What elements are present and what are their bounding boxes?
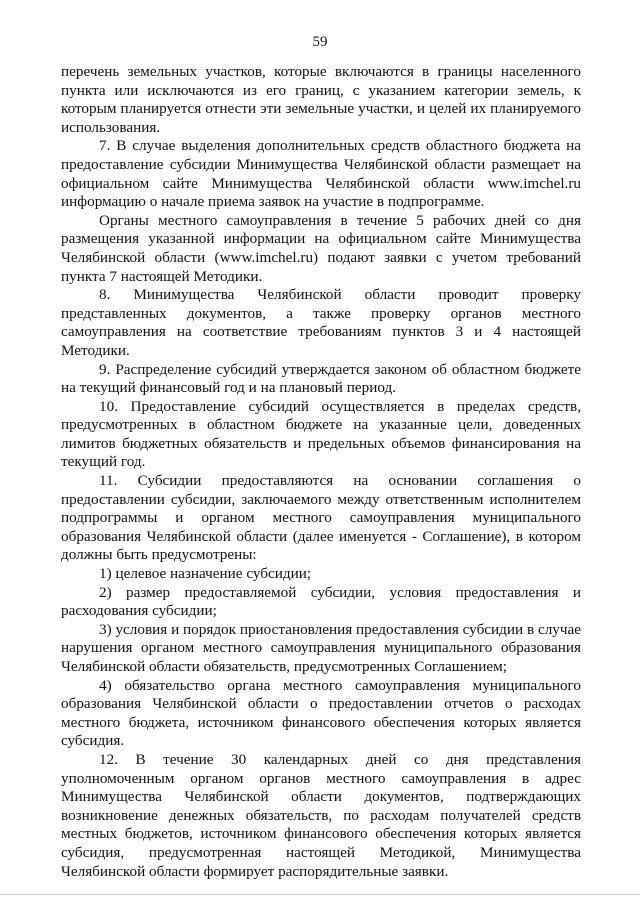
paragraph-item-8: 8. Минимущества Челябинской области проводит проверку представленных документов, а также проверку органов местного самоуправления на соответствие требованиям пунктов 3 и 4 настоящей Методики. — [61, 286, 581, 359]
document-body — [61, 63, 581, 881]
page-number: 59 — [312, 34, 328, 50]
page-bottom-divider — [0, 894, 640, 895]
paragraph-item-9: 9. Распределение субсидий утверждается законом об областном бюджете на текущий финансовый год и на плановый период. — [61, 360, 581, 397]
paragraph-item-12: 12. В течение 30 календарных дней со дня представления уполномоченным органом органов местного самоуправления в адрес Минимущества Челябинской области документов, подтверждающих возникновение денежных обязательств, по расходам получателей средств местных бюджетов, источником финансового обеспечения которых является субсидия, предусмотренная настоящей Методикой, Минимущества Челябинской области формирует распорядительные заявки. — [61, 750, 581, 880]
paragraph-item-7: 7. В случае выделения дополнительных средств областного бюджета на предоставление субсидии Минимущества Челябинской области размещает на официальном сайте Минимущества Челябинской области www.imchel.ru информацию о начале приема заявок на участие в подпрограмме. — [61, 137, 581, 211]
paragraph-subitem-1: 1) целевое назначение субсидии; — [99, 565, 312, 583]
paragraph-applications-submission: Органы местного самоуправления в течение 5 рабочих дней со дня размещения указанной информации на официальном сайте Минимущества Челябинской области (www.imchel.ru) подают заявки с учетом требований пункта 7 настоящей Методики. — [61, 211, 581, 285]
paragraph-item-10: 10. Предоставление субсидий осуществляется в пределах средств, предусмотренных в областном бюджете на указанные цели, доведенных лимитов бюджетных обязательств и предельных объемов финансирования на текущий год. — [61, 397, 581, 471]
paragraph-land-plots-list: перечень земельных участков, которые включаются в границы населенного пункта или исключаются из его границ, с указанием категории земель, к которым планируется отнести эти земельные участки, и целей их планируемого использования. — [61, 63, 581, 136]
paragraph-subitem-4: 4) обязательство органа местного самоуправления муниципального образования Челябинской области о предоставлении отчетов о расходах местного бюджета, источником финансового обеспечения которых является субсидия. — [61, 676, 581, 750]
paragraph-item-11: 11. Субсидии предоставляются на основании соглашения о предоставлении субсидии, заключаемого между ответственным исполнителем подпрограммы и органом местного самоуправления муниципального образования Челябинской области (далее именуется - Соглашение), в котором должны быть предусмотрены: — [61, 472, 581, 564]
paragraph-subitem-3: 3) условия и порядок приостановления предоставления субсидии в случае нарушения органом местного самоуправления муниципального образования Челябинской области обязательств, предусмотренных Соглашением; — [61, 620, 581, 675]
paragraph-subitem-2: 2) размер предоставляемой субсидии, условия предоставления и расходования субсидии; — [61, 583, 581, 620]
